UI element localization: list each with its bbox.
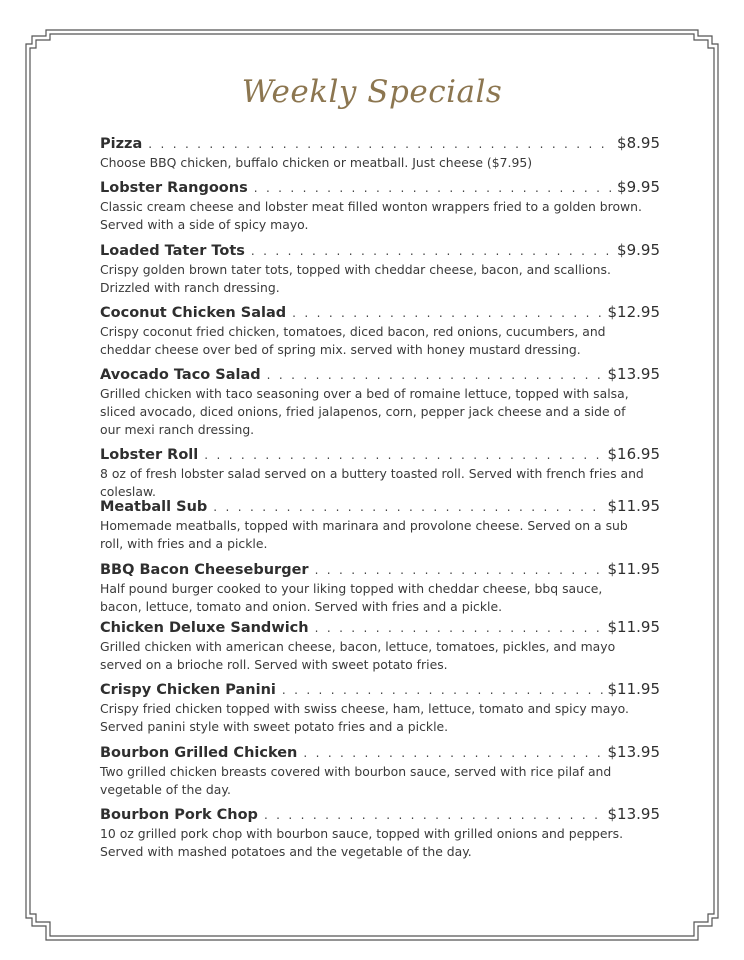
item-price: $11.95 bbox=[607, 497, 660, 515]
item-description: Two grilled chicken breasts covered with bourbon sauce, served with rice pilaf and vegetable of the day. bbox=[100, 764, 612, 797]
item-price: $8.95 bbox=[617, 134, 660, 152]
item-name: Chicken Deluxe Sandwich bbox=[100, 620, 309, 636]
leader-dots bbox=[254, 178, 613, 198]
menu-item bbox=[100, 742, 660, 799]
item-name: Bourbon Pork Chop bbox=[100, 807, 258, 823]
item-price: $16.95 bbox=[607, 445, 660, 463]
item-name: Crispy Chicken Panini bbox=[100, 682, 276, 698]
menu-item bbox=[100, 559, 660, 616]
item-price: $13.95 bbox=[607, 805, 660, 823]
menu-item bbox=[100, 804, 660, 861]
leader-dots bbox=[315, 560, 604, 580]
item-name: Avocado Taco Salad bbox=[100, 367, 261, 383]
item-description: Crispy coconut fried chicken, tomatoes, diced bacon, red onions, cucumbers, and cheddar cheese over bed of spring mix. served with honey mustard dressing. bbox=[100, 324, 606, 357]
item-description: Half pound burger cooked to your liking topped with cheddar cheese, bbq sauce, bacon, lettuce, tomato and onion. Served with fries and a pickle. bbox=[100, 581, 603, 614]
item-description: Classic cream cheese and lobster meat filled wonton wrappers fried to a golden brown. Served with a side of spicy mayo. bbox=[100, 199, 642, 232]
item-name: Pizza bbox=[100, 136, 143, 152]
menu-item bbox=[100, 679, 660, 736]
item-price: $12.95 bbox=[607, 303, 660, 321]
item-description: 8 oz of fresh lobster salad served on a buttery toasted roll. Served with french fries and coleslaw. bbox=[100, 466, 644, 499]
menu-item bbox=[100, 496, 660, 553]
leader-dots bbox=[148, 134, 613, 154]
item-price: $13.95 bbox=[607, 365, 660, 383]
leader-dots bbox=[251, 241, 613, 261]
item-description: Grilled chicken with american cheese, bacon, lettuce, tomatoes, pickles, and mayo served on a brioche roll. Served with sweet potato fries. bbox=[100, 639, 616, 672]
item-description: Grilled chicken with taco seasoning over a bed of romaine lettuce, topped with salsa, sliced avocado, diced onions, fried jalapenos, corn, pepper jack cheese and a side of our mexi ranch dressing. bbox=[100, 386, 629, 437]
page-title: Weekly Specials bbox=[241, 74, 503, 110]
leader-dots bbox=[292, 303, 603, 323]
menu-item bbox=[100, 177, 660, 234]
item-description: 10 oz grilled pork chop with bourbon sauce, topped with grilled onions and peppers. Served with mashed potatoes and the vegetable of the day. bbox=[100, 826, 624, 859]
item-name: Bourbon Grilled Chicken bbox=[100, 745, 298, 761]
item-name: Lobster Rangoons bbox=[100, 180, 248, 196]
leader-dots bbox=[267, 365, 604, 385]
item-name: BBQ Bacon Cheeseburger bbox=[100, 562, 309, 578]
menu-item bbox=[100, 444, 660, 501]
menu-item bbox=[100, 364, 660, 439]
leader-dots bbox=[315, 618, 604, 638]
leader-dots bbox=[282, 680, 604, 700]
item-description: Crispy golden brown tater tots, topped with cheddar cheese, bacon, and scallions. Drizzled with ranch dressing. bbox=[100, 262, 611, 295]
item-price: $11.95 bbox=[607, 618, 660, 636]
menu-item bbox=[100, 302, 660, 359]
leader-dots bbox=[204, 445, 603, 465]
item-name: Meatball Sub bbox=[100, 499, 208, 515]
item-price: $11.95 bbox=[607, 680, 660, 698]
leader-dots bbox=[264, 805, 604, 825]
leader-dots bbox=[303, 743, 603, 763]
item-name: Loaded Tater Tots bbox=[100, 243, 245, 259]
item-description: Crispy fried chicken topped with swiss cheese, ham, lettuce, tomato and spicy mayo. Served panini style with sweet potato fries and a pickle. bbox=[100, 701, 629, 734]
item-name: Lobster Roll bbox=[100, 447, 199, 463]
item-price: $13.95 bbox=[607, 743, 660, 761]
leader-dots bbox=[213, 497, 603, 517]
menu-item bbox=[100, 133, 660, 172]
item-price: $9.95 bbox=[617, 241, 660, 259]
item-price: $11.95 bbox=[607, 560, 660, 578]
item-price: $9.95 bbox=[617, 178, 660, 196]
menu-item bbox=[100, 617, 660, 674]
item-description: Choose BBQ chicken, buffalo chicken or meatball. Just cheese ($7.95) bbox=[100, 155, 533, 170]
item-name: Coconut Chicken Salad bbox=[100, 305, 287, 321]
menu-item bbox=[100, 240, 660, 297]
item-description: Homemade meatballs, topped with marinara and provolone cheese. Served on a sub roll, with fries and a pickle. bbox=[100, 518, 628, 551]
